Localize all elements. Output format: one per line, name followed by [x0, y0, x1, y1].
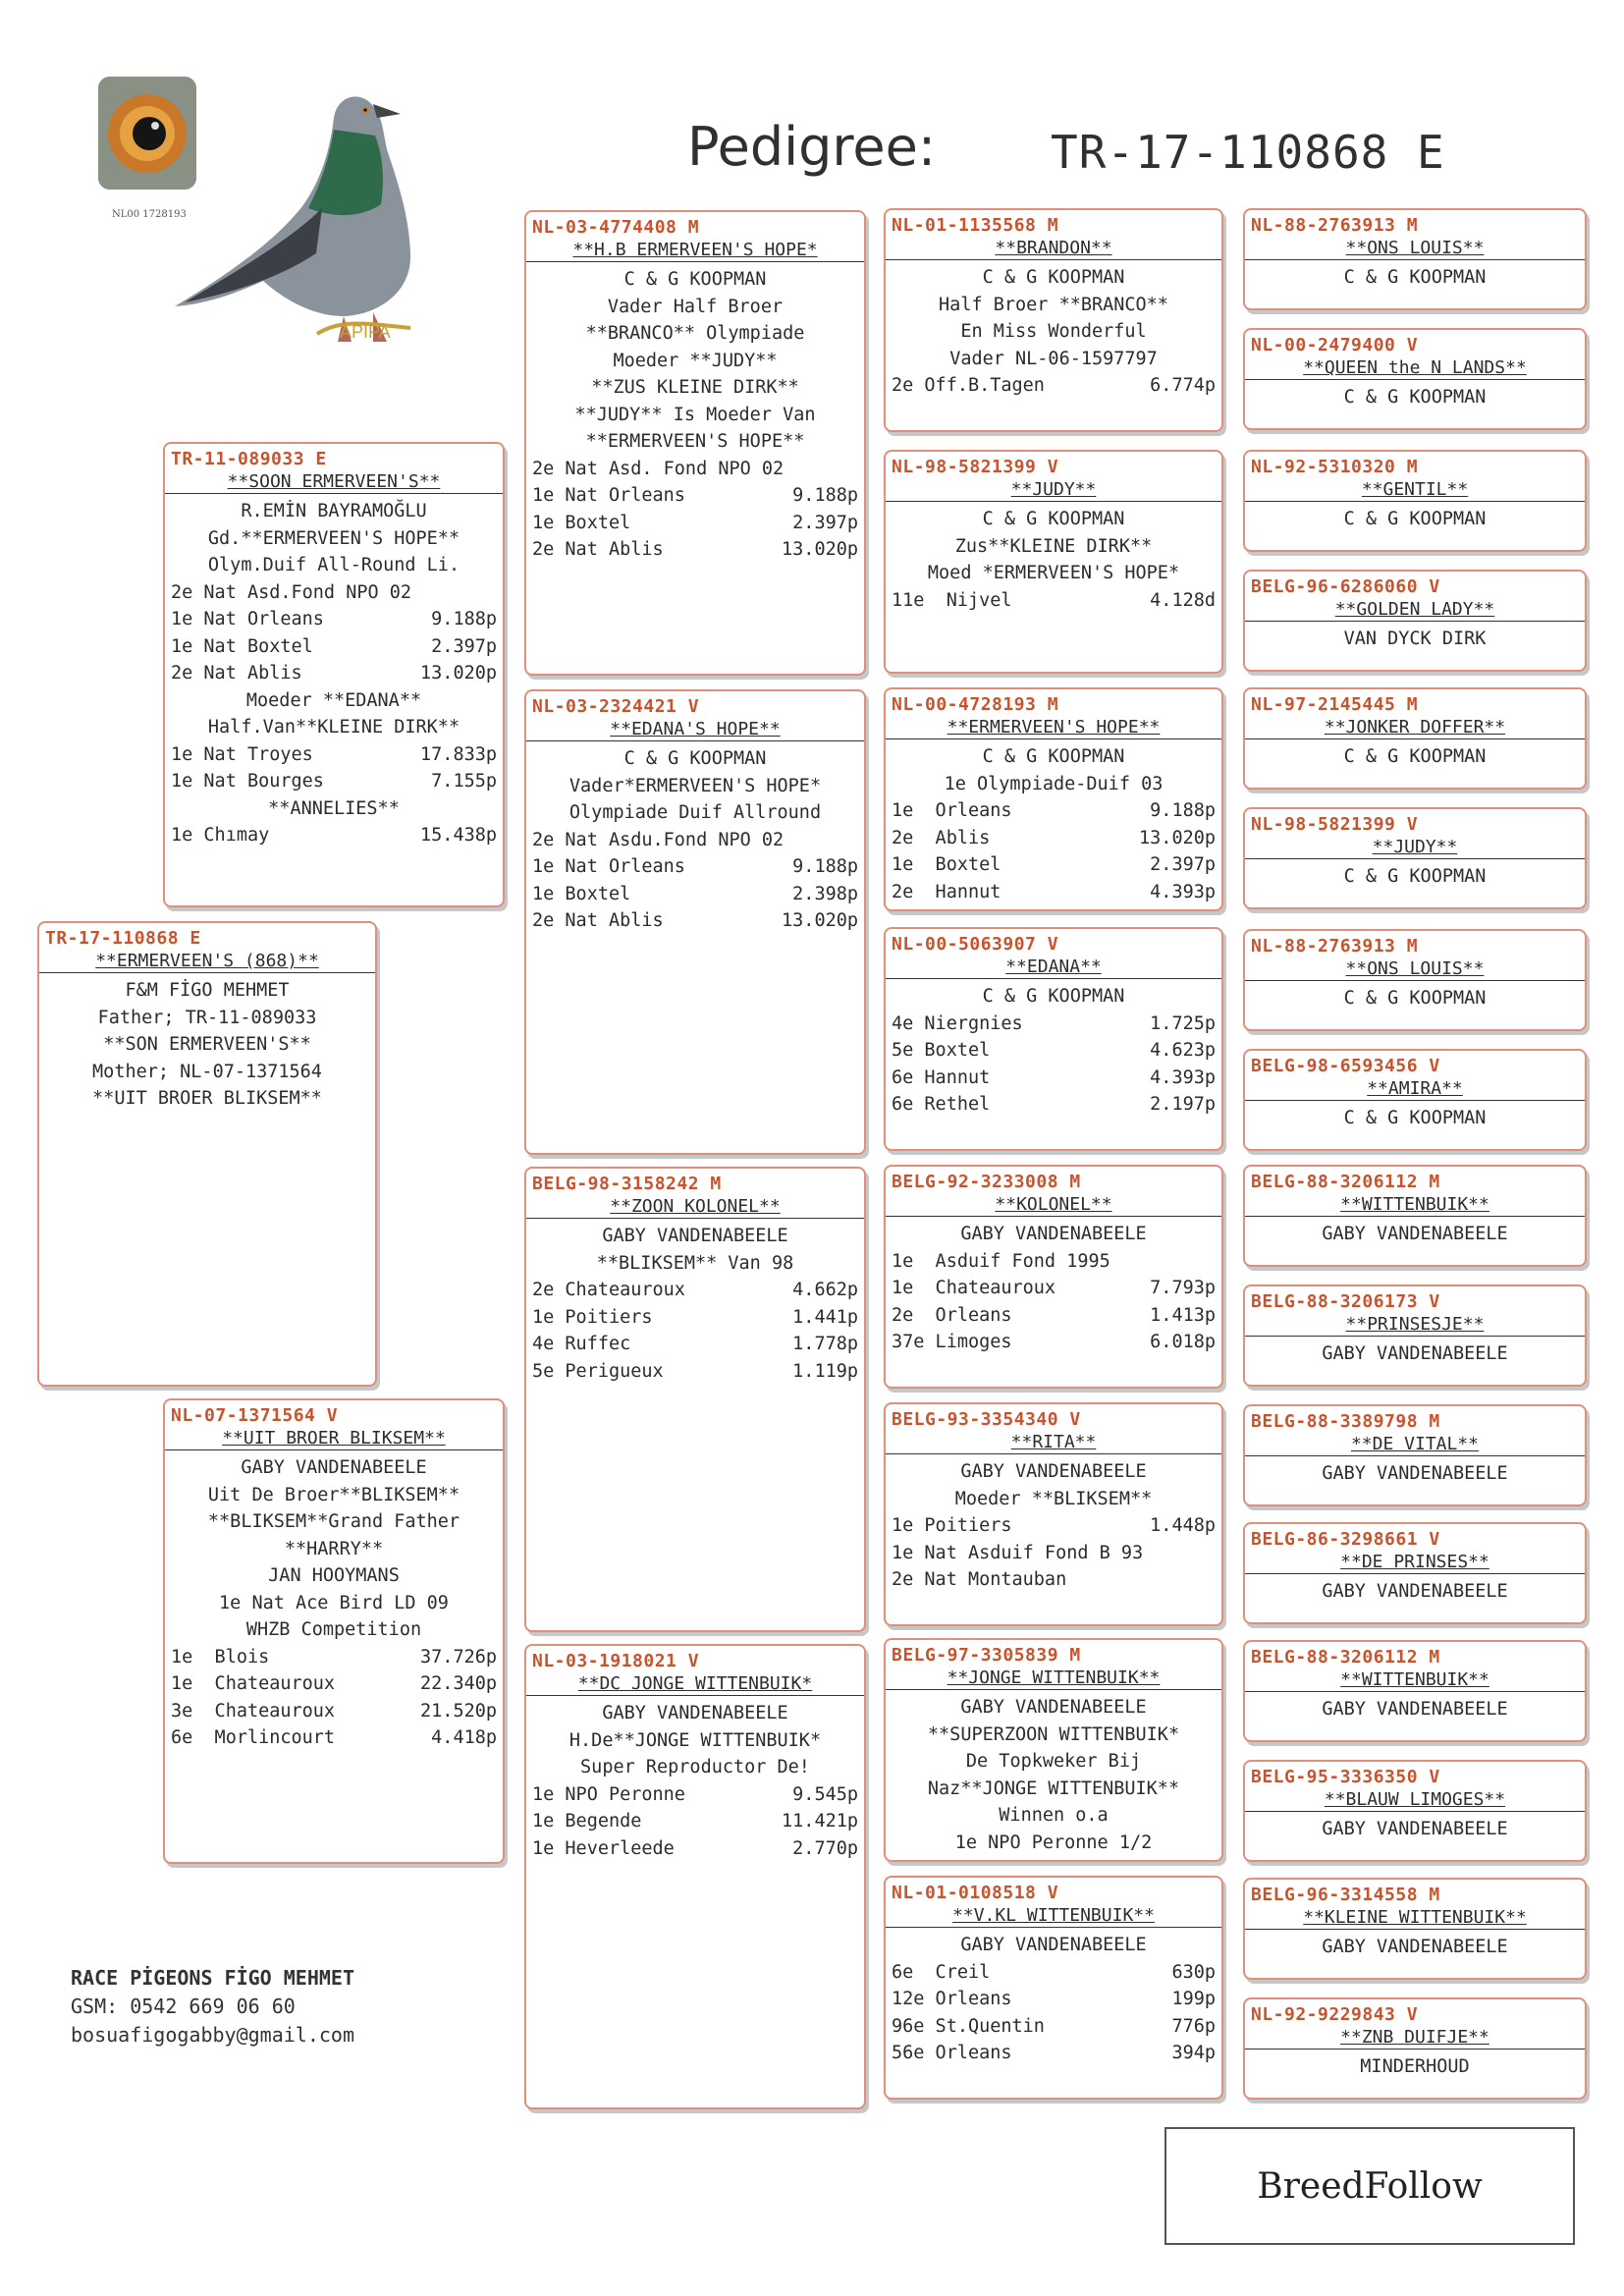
detail-line: GABY VANDENABEELE [960, 1697, 1147, 1718]
breeder: GABY VANDENABEELE [1322, 1819, 1508, 1839]
detail-line: JAN HOOYMANS [268, 1565, 400, 1586]
ring-number: NL-97-2145445 M [1251, 694, 1419, 715]
pigeon-name: **QUEEN the N LANDS** [1245, 357, 1585, 380]
breeder: C & G KOOPMAN [1343, 988, 1487, 1009]
pigeon-name: **AMIRA** [1245, 1078, 1585, 1101]
pigeon-name: **ONS LOUIS** [1245, 958, 1585, 981]
result-row: 3e Chateauroux 21.520p [171, 1700, 497, 1722]
pigeon-name: **PRINSESJE** [1245, 1314, 1585, 1337]
detail-line: Vader Half Broer [607, 296, 784, 317]
eye-caption: NL00 1728193 [112, 209, 187, 220]
breedfollow-logo: BreedFollow [1164, 2127, 1575, 2245]
grandparent-card [524, 1167, 866, 1632]
result-row: 1e Nat Orleans 9.188p [532, 856, 858, 877]
detail-line: **SUPERZOON WITTENBUIK* [927, 1723, 1180, 1745]
result-row: 6e Hannut 4.393p [892, 1066, 1216, 1088]
detail-line: 1e Olympiade-Duif 03 [944, 773, 1164, 794]
detail-line: **BLIKSEM** Van 98 [596, 1252, 794, 1274]
pigeon-name: **ONS LOUIS** [1245, 238, 1585, 260]
result-row: 1e Boxtel 2.397p [532, 512, 858, 533]
ancestor-card [1243, 1878, 1587, 1980]
detail-line: Half Broer **BRANCO** [939, 294, 1168, 315]
detail-line: Naz**JONGE WITTENBUIK** [927, 1777, 1180, 1799]
father-card [163, 442, 505, 907]
result-row: 2e Off.B.Tagen 6.774p [892, 375, 1216, 396]
detail-line: **SON ERMERVEEN'S** [103, 1034, 311, 1055]
ring-number: BELG-93-3354340 V [892, 1409, 1081, 1430]
ancestor-card [1243, 1997, 1587, 2100]
pigeon-name: **KOLONEL** [886, 1194, 1221, 1217]
ancestor-card [1243, 1049, 1587, 1151]
ring-number: TR-17-110868 E [45, 928, 201, 949]
ring-number: NL-03-4774408 M [532, 217, 700, 238]
pigeon-name: **GENTIL** [1245, 479, 1585, 502]
ring-number: NL-01-1135568 M [892, 215, 1059, 236]
pigeon-name: **ZOON KOLONEL** [526, 1196, 864, 1219]
detail-line: GABY VANDENABEELE [960, 1935, 1147, 1955]
owner-phone: GSM: 0542 669 06 60 [71, 1995, 296, 2018]
detail-line: **ERMERVEEN'S HOPE** [585, 431, 805, 452]
pigeon-name: **KLEINE WITTENBUIK** [1245, 1907, 1585, 1930]
result-row: 2e Nat Montauban [892, 1569, 1067, 1590]
ring-number: BELG-92-3233008 M [892, 1172, 1081, 1192]
breeder: GABY VANDENABEELE [1322, 1581, 1508, 1602]
result-row: 1e Begende 11.421p [532, 1811, 858, 1831]
ring-number: NL-07-1371564 V [171, 1405, 339, 1426]
detail-line: De Topkweker Bij [965, 1751, 1142, 1772]
ancestor-card [1243, 929, 1587, 1031]
mother-card [163, 1398, 505, 1864]
detail-line: Moeder **BLIKSEM** [954, 1488, 1153, 1509]
breeder: C & G KOOPMAN [1343, 267, 1487, 288]
ring-number: BELG-88-3206112 M [1251, 1647, 1440, 1667]
breeder: C & G KOOPMAN [1343, 387, 1487, 408]
result-row: 5e Boxtel 4.623p [892, 1040, 1216, 1061]
pigeon-name: **ERMERVEEN'S (868)** [39, 951, 375, 973]
detail-line: C & G KOOPMAN [982, 746, 1125, 767]
result-row: 2e Nat Ablis 13.020p [171, 663, 497, 683]
detail-line: WHZB Competition [245, 1619, 422, 1640]
page-title: Pedigree: [687, 116, 937, 178]
ring-number: NL-03-2324421 V [532, 696, 700, 717]
pigeon-name: **BLAUW LIMOGES** [1245, 1789, 1585, 1812]
pigeon-name: **UIT BROER BLIKSEM** [165, 1428, 503, 1450]
detail-line: GABY VANDENABEELE [602, 1703, 788, 1723]
ring-number: NL-92-9229843 V [1251, 2004, 1419, 2025]
detail-line: H.De**JONGE WITTENBUIK* [568, 1729, 822, 1751]
result-row: 1e Boxtel 2.397p [892, 854, 1216, 875]
detail-line: Half.Van**KLEINE DIRK** [207, 717, 460, 738]
detail-line: C & G KOOPMAN [982, 509, 1125, 529]
pigeon-card [37, 921, 377, 1387]
result-row: 2e Nat Asd. Fond NPO 02 [532, 458, 785, 479]
pigeon-name: **H.B ERMERVEEN'S HOPE* [526, 240, 864, 262]
pigeon-name: **V.KL WITTENBUIK** [886, 1905, 1221, 1928]
detail-line: 1e Asduif Fond 1995 [892, 1250, 1110, 1272]
apipa-logo-text: APIPA [340, 322, 391, 342]
pigeon-name: **BRANDON** [886, 238, 1221, 260]
ancestor-card [1243, 1640, 1587, 1742]
great-grandparent-card [884, 1876, 1223, 2100]
breeder: C & G KOOPMAN [1343, 746, 1487, 767]
ring-number: BELG-88-3389798 M [1251, 1411, 1440, 1432]
pigeon-name: **JONGE WITTENBUIK** [886, 1667, 1221, 1690]
ring-number: TR-11-089033 E [171, 449, 327, 469]
detail-line: **ZUS KLEINE DIRK** [591, 377, 799, 398]
detail-line: Winnen o.a [999, 1805, 1109, 1826]
result-row: 2e Chateauroux 4.662p [532, 1280, 858, 1300]
great-grandparent-card [884, 1165, 1223, 1389]
ancestor-card [1243, 450, 1587, 552]
detail-line: Father; TR-11-089033 [97, 1007, 317, 1028]
grandparent-card [524, 210, 866, 676]
detail-line: GABY VANDENABEELE [960, 1224, 1147, 1244]
ring-number: BELG-96-3314558 M [1251, 1885, 1440, 1905]
detail-line: Moeder **JUDY** [613, 350, 778, 371]
breeder: GABY VANDENABEELE [1322, 1699, 1508, 1720]
result-row: 1e Nat Orleans 9.188p [532, 485, 858, 506]
pigeon-name: **WITTENBUIK** [1245, 1669, 1585, 1692]
breeder: C & G KOOPMAN [1343, 509, 1487, 529]
ring-number: BELG-98-3158242 M [532, 1174, 722, 1194]
ring-number: BELG-98-6593456 V [1251, 1056, 1440, 1076]
result-row: 5e Perigueux 1.119p [532, 1360, 858, 1382]
result-row: 1e Nat Asduif Fond B 93 [892, 1542, 1144, 1563]
great-grandparent-card [884, 450, 1223, 674]
detail-line: **BLIKSEM**Grand Father [207, 1511, 460, 1532]
ring-number: NL-00-5063907 V [892, 934, 1059, 955]
result-row: 2e Nat Asdu.Fond NPO 02 [532, 829, 785, 850]
ring-number: NL-98-5821399 V [1251, 814, 1419, 835]
breeder: GABY VANDENABEELE [1322, 1463, 1508, 1484]
ring-number: NL-88-2763913 M [1251, 215, 1419, 236]
result-row: 1e Orleans 9.188p [892, 800, 1216, 821]
detail-line: Moeder **EDANA** [245, 689, 422, 711]
grandparent-card [524, 1644, 866, 2109]
detail-line: Olym.Duif All-Round Li. [207, 555, 460, 575]
breeder: MINDERHOUD [1360, 2056, 1470, 2077]
detail-line: **JUDY** Is Moeder Van [574, 404, 816, 425]
ancestor-card [1243, 687, 1587, 790]
result-row: 1e Nat Troyes 17.833p [171, 743, 497, 765]
ring-number: NL-98-5821399 V [892, 457, 1059, 477]
pigeon-illustration [116, 71, 440, 355]
detail-line: Mother; NL-07-1371564 [92, 1061, 322, 1082]
result-row: 1e Nat Orleans 9.188p [171, 609, 497, 629]
ring-number: BELG-96-6286060 V [1251, 576, 1440, 597]
detail-line: Moed *ERMERVEEN'S HOPE* [927, 563, 1180, 583]
ancestor-card [1243, 1404, 1587, 1506]
ancestor-card [1243, 1760, 1587, 1862]
great-grandparent-card [884, 208, 1223, 432]
result-row: 2e Hannut 4.393p [892, 881, 1216, 902]
result-row: 1e Nat Bourges 7.155p [171, 771, 497, 792]
detail-line: C & G KOOPMAN [982, 986, 1125, 1007]
result-row: 1e Chateauroux 22.340p [171, 1673, 497, 1694]
detail-line: GABY VANDENABEELE [241, 1457, 427, 1478]
pigeon-name: **RITA** [886, 1432, 1221, 1454]
result-row: 6e Morlincourt 4.418p [171, 1727, 497, 1748]
detail-line: Vader*ERMERVEEN'S HOPE* [568, 775, 822, 796]
breeder: GABY VANDENABEELE [1322, 1937, 1508, 1957]
result-row: 1e Nat Boxtel 2.397p [171, 635, 497, 657]
detail-line: GABY VANDENABEELE [602, 1226, 788, 1246]
result-row: 2e Nat Asd.Fond NPO 02 [171, 581, 412, 603]
ring-number: BELG-88-3206112 M [1251, 1172, 1440, 1192]
detail-line: R.EMİN BAYRAMOĞLU [241, 501, 427, 521]
ring-number: BELG-95-3336350 V [1251, 1767, 1440, 1787]
ring-number: BELG-88-3206173 V [1251, 1291, 1440, 1312]
ancestor-card [1243, 328, 1587, 430]
ancestor-card [1243, 208, 1587, 310]
ancestor-card [1243, 1522, 1587, 1624]
ring-number: NL-92-5310320 M [1251, 457, 1419, 477]
great-grandparent-card [884, 1402, 1223, 1626]
detail-line: GABY VANDENABEELE [960, 1461, 1147, 1482]
result-row: 2e Nat Ablis 13.020p [532, 910, 858, 931]
detail-line: Zus**KLEINE DIRK** [954, 535, 1153, 557]
ring-number: BELG-86-3298661 V [1251, 1529, 1440, 1550]
ancestor-card [1243, 807, 1587, 909]
detail-line: Olympiade Duif Allround [568, 802, 822, 823]
result-row: 1e Poitiers 1.441p [532, 1306, 858, 1328]
ancestor-card [1243, 1285, 1587, 1387]
result-row: 96e St.Quentin 776p [892, 2015, 1216, 2037]
detail-line: 1e NPO Peronne 1/2 [954, 1831, 1153, 1853]
pigeon-name: **JUDY** [1245, 837, 1585, 859]
result-row: 1e Blois 37.726p [171, 1646, 497, 1667]
pigeon-name: **ZNB DUIFJE** [1245, 2027, 1585, 2050]
pigeon-name: **JONKER DOFFER** [1245, 717, 1585, 739]
owner-name: RACE PİGEONS FİGO MEHMET [71, 1966, 354, 1990]
result-row: 6e Creil 630p [892, 1961, 1216, 1983]
result-row: 12e Orleans 199p [892, 1989, 1216, 2009]
result-row: 37e Limoges 6.018p [892, 1332, 1216, 1352]
owner-contact [71, 1964, 354, 2050]
result-row: 2e Orleans 1.413p [892, 1304, 1216, 1326]
pigeon-name: **JUDY** [886, 479, 1221, 502]
result-row: 56e Orleans 394p [892, 2043, 1216, 2063]
pigeon-name: **ERMERVEEN'S HOPE** [886, 717, 1221, 739]
great-grandparent-card [884, 1638, 1223, 1862]
pedigree-ring-number: TR-17-110868 E [1051, 126, 1445, 179]
breeder: VAN DYCK DIRK [1343, 629, 1487, 649]
detail-line: En Miss Wonderful [960, 321, 1147, 342]
ring-number: NL-00-2479400 V [1251, 335, 1419, 355]
result-row: 1e Chateauroux 7.793p [892, 1278, 1216, 1298]
ring-number: NL-00-4728193 M [892, 694, 1059, 715]
owner-email[interactable]: bosuafigogabby@gmail.com [71, 2023, 354, 2047]
result-row: 11e Nijvel 4.128d [892, 589, 1216, 611]
ancestor-card [1243, 570, 1587, 672]
result-row: 6e Rethel 2.197p [892, 1094, 1216, 1115]
ancestor-card [1243, 1165, 1587, 1267]
ring-number: NL-88-2763913 M [1251, 936, 1419, 957]
result-row: 2e Nat Ablis 13.020p [532, 539, 858, 560]
great-grandparent-card [884, 927, 1223, 1151]
result-row: 1e Chımay 15.438p [171, 825, 497, 846]
pigeon-name: **SOON ERMERVEEN'S** [165, 471, 503, 494]
ring-number: NL-03-1918021 V [532, 1651, 700, 1671]
detail-line: C & G KOOPMAN [623, 748, 767, 769]
pigeon-name: **EDANA'S HOPE** [526, 719, 864, 741]
detail-line: Vader NL-06-1597797 [949, 348, 1158, 369]
result-row: 1e Heverleede 2.770p [532, 1837, 858, 1859]
detail-line: **BRANCO** Olympiade [585, 323, 805, 344]
result-row: 1e Poitiers 1.448p [892, 1515, 1216, 1536]
ring-number: BELG-97-3305839 M [892, 1645, 1081, 1666]
detail-line: Uit De Broer**BLIKSEM** [207, 1484, 460, 1505]
breeder: GABY VANDENABEELE [1322, 1343, 1508, 1364]
detail-line: F&M FİGO MEHMET [125, 980, 290, 1001]
breeder: C & G KOOPMAN [1343, 866, 1487, 887]
result-row: 4e Niergnies 1.725p [892, 1012, 1216, 1034]
grandparent-card [524, 689, 866, 1155]
breeder: GABY VANDENABEELE [1322, 1224, 1508, 1244]
detail-line: Gd.**ERMERVEEN'S HOPE** [207, 527, 460, 549]
detail-line: Super Reproductor De! [580, 1757, 810, 1777]
ring-number: NL-01-0108518 V [892, 1883, 1059, 1903]
breeder: C & G KOOPMAN [1343, 1108, 1487, 1128]
great-grandparent-card [884, 687, 1223, 911]
pigeon-name: **WITTENBUIK** [1245, 1194, 1585, 1217]
pigeon-name: **EDANA** [886, 957, 1221, 979]
pigeon-name: **GOLDEN LADY** [1245, 599, 1585, 622]
pigeon-name: **DC JONGE WITTENBUIK* [526, 1673, 864, 1696]
result-row: 4e Ruffec 1.778p [532, 1334, 858, 1354]
pigeon-name: **DE PRINSES** [1245, 1552, 1585, 1574]
detail-line: **HARRY** [284, 1538, 384, 1559]
detail-line: **UIT BROER BLIKSEM** [92, 1088, 322, 1109]
detail-line: C & G KOOPMAN [982, 267, 1125, 288]
detail-line: 1e Nat Ace Bird LD 09 [219, 1592, 449, 1613]
result-row: 1e Boxtel 2.398p [532, 883, 858, 904]
result-row: 1e NPO Peronne 9.545p [532, 1783, 858, 1805]
detail-line: **ANNELIES** [268, 797, 400, 819]
result-row: 2e Ablis 13.020p [892, 827, 1216, 848]
pigeon-name: **DE VITAL** [1245, 1434, 1585, 1456]
detail-line: C & G KOOPMAN [623, 269, 767, 290]
